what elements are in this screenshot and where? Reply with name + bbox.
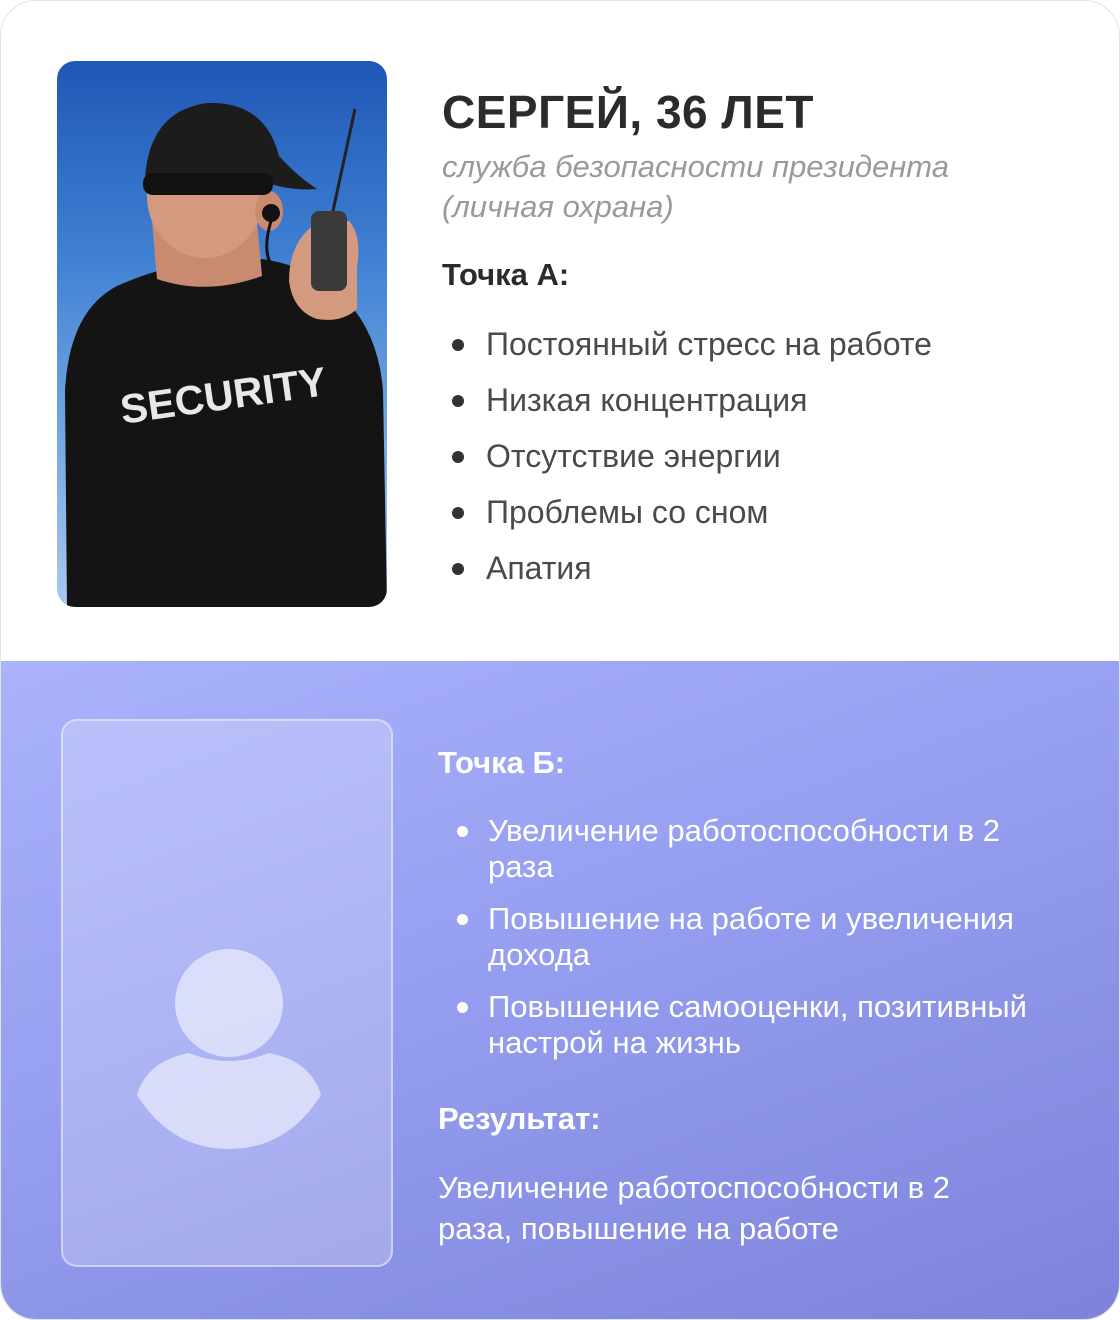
avatar-placeholder: [61, 719, 393, 1267]
list-item: Проблемы со сном: [442, 487, 932, 543]
point-b-section: [1, 661, 1119, 1319]
security-guard-photo: [57, 61, 387, 607]
person-role: служба безопасности президента (личная охрана): [442, 149, 950, 224]
person-name: СЕРГЕЙ, 36 ЛЕТ: [442, 86, 814, 138]
point-a-list: [442, 319, 932, 599]
point-a-title: Точка А:: [442, 257, 570, 292]
point-b-title: Точка Б:: [438, 745, 566, 780]
list-item: Низкая концентрация: [442, 375, 932, 431]
list-item: Повышение на работе и увеличения дохода: [438, 901, 1088, 973]
list-item: Постоянный стресс на работе: [442, 319, 932, 375]
point-a-section: [1, 1, 1119, 661]
user-avatar-icon: [137, 949, 321, 1157]
list-item: Повышение самооценки, позитивный настрой на жизнь: [438, 989, 1098, 1061]
point-b-list: [438, 813, 1098, 1077]
list-item: Отсутствие энергии: [442, 431, 932, 487]
security-guard-illustration: [57, 61, 387, 607]
list-item: Апатия: [442, 543, 932, 599]
result-title: Результат:: [438, 1101, 601, 1136]
photo-security-text: SECURITY: [117, 358, 330, 433]
list-item: Увеличение работоспособности в 2 раза: [438, 813, 1008, 885]
result-text: Увеличение работоспособности в 2 раза, повышение на работе: [438, 1170, 950, 1246]
